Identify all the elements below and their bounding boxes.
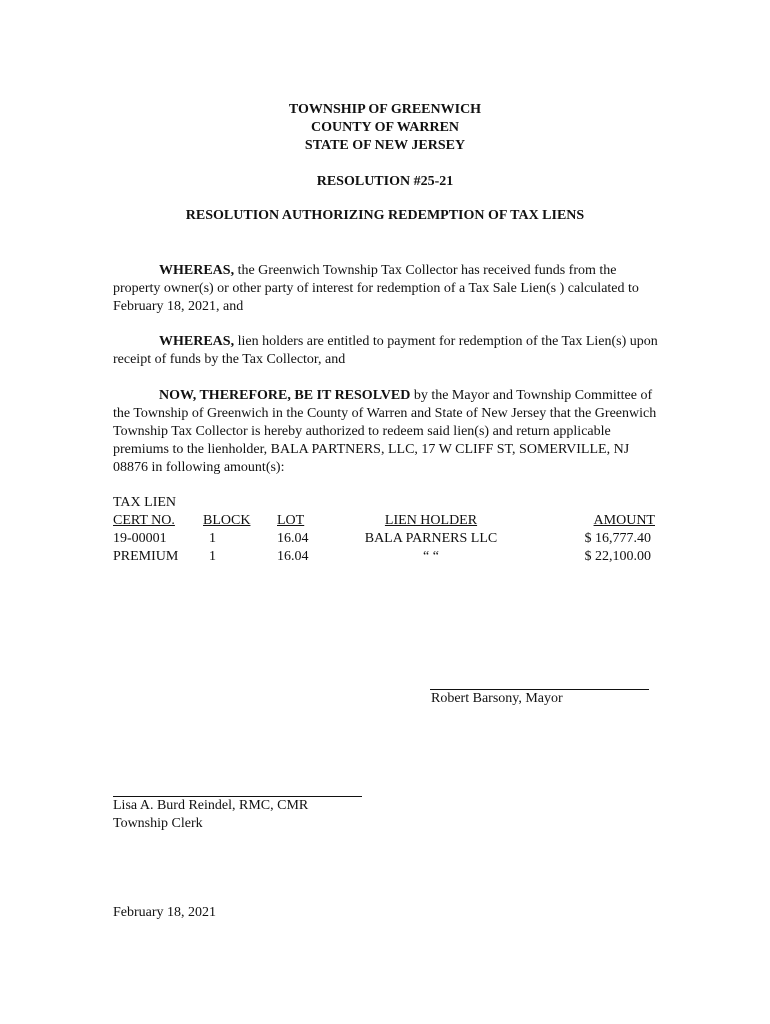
table-cell-block: 1 [209,549,216,564]
header-county: COUNTY OF WARREN [310,120,460,135]
paragraph-body: the Greenwich Township Tax Collector has received funds from the property owner(s) or other party of interest for redemption of a Tax Sale Lien(s ) calculated to February 18, 2021, and [113,263,639,314]
paragraph-lead: WHEREAS, [159,263,235,278]
table-cell-block: 1 [209,531,216,546]
table-cell-amount: $ 16,777.40 [584,531,651,546]
table-header-cert: CERT NO. [113,513,175,528]
clerk-name: Lisa A. Burd Reindel, RMC, CMR [113,798,309,813]
table-cell-cert: PREMIUM [113,549,179,564]
paragraph-body: lien holders are entitled to payment for redemption of the Tax Lien(s) upon receipt of funds by the Tax Collector, and [113,334,658,367]
table-header-amount: AMOUNT [593,513,655,528]
clerk-title: Township Clerk [113,816,203,831]
table-header-block: BLOCK [203,513,251,528]
mayor-name: Robert Barsony, Mayor [431,691,563,706]
paragraph-body: by the Mayor and Township Committee of the Township of Greenwich in the County of Warren and State of New Jersey that the Greenwich Township Tax Collector is hereby authorized to redeem said lien(s) and return applicable premiums to the lienholder, BALA PARTNERS, LLC, 17 W CLIFF ST, SOMERVILLE, NJ 08876 in following amount(s): [113,388,657,475]
table-cell-holder: “ “ [423,549,439,564]
paragraph-whereas-2 [113,333,663,369]
table-cell-amount: $ 22,100.00 [584,549,651,564]
header-state: STATE OF NEW JERSEY [304,138,466,153]
table-header-holder: LIEN HOLDER [384,513,478,528]
paragraph-lead: NOW, THEREFORE, BE IT RESOLVED [159,388,411,403]
table-cell-holder: BALA PARNERS LLC [364,531,498,546]
table-cell-lot: 16.04 [277,549,309,564]
table-header-cert-top: TAX LIEN [113,495,177,510]
table-cell-lot: 16.04 [277,531,309,546]
paragraph-whereas-1 [113,262,663,316]
paragraph-resolved [113,387,663,477]
document-date: February 18, 2021 [113,905,217,920]
table-header-lot: LOT [277,513,305,528]
table-cell-cert: 19-00001 [113,531,167,546]
paragraph-lead: WHEREAS, [159,334,235,349]
resolution-title: RESOLUTION AUTHORIZING REDEMPTION OF TAX LIENS [185,208,585,223]
header-township: TOWNSHIP OF GREENWICH [288,102,482,117]
resolution-number: RESOLUTION #25-21 [316,174,454,189]
